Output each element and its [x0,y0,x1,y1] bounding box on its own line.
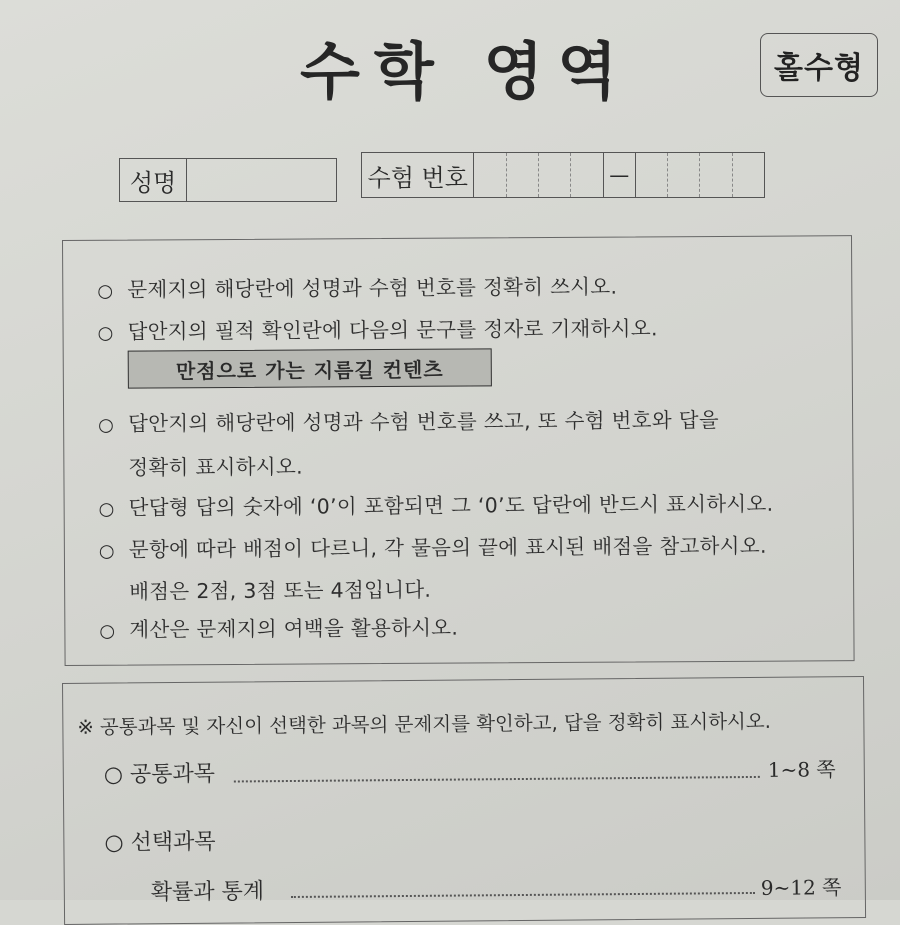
bullet-icon: ○ [97,280,114,302]
subjects-note: ※ 공통과목 및 자신이 선택한 과목의 문제지를 확인하고, 답을 정확히 표시하시오. [77,709,771,739]
elective-subject-item: 확률과 통계 [150,879,265,906]
page-title: 수학 영역 [300,35,632,108]
instructions-box [62,235,855,666]
exam-type-badge: 홀수형 [760,33,878,97]
exam-number-cell [668,153,700,197]
bullet-icon: ○ [98,540,115,562]
exam-number-cell [571,153,603,197]
exam-number-field [361,152,765,198]
exam-number-cell [507,153,539,197]
instruction-continuation: 정확히 표시하시오. [128,454,303,480]
common-subject-label: ○ 공통과목 [103,761,216,788]
common-subject-pages: 1~8 쪽 [767,757,836,782]
subjects-box [62,676,866,925]
instruction-item: ○ 문항에 따라 배점이 다르니, 각 물음의 끝에 표시된 배점을 참고하시오. [98,533,767,562]
bullet-icon: ○ [98,414,115,436]
leader-dots [234,776,760,783]
instruction-continuation: 배점은 2점, 3점 또는 4점입니다. [129,577,432,604]
exam-number-cell [733,153,764,197]
bullet-icon: ○ [97,322,114,344]
bullet-icon: ○ [98,498,115,520]
name-field [119,158,337,202]
bullet-icon: ○ [99,620,116,642]
exam-number-dash: — [604,153,636,197]
exam-number-cell [636,153,668,197]
leader-dots [291,892,755,898]
name-entry-area [187,159,336,201]
instruction-item: ○ 답안지의 필적 확인란에 다음의 문구를 정자로 기재하시오. [97,316,658,344]
handwriting-phrase: 만점으로 가는 지름길 컨텐츠 [128,348,492,388]
instruction-item: ○ 문제지의 해당란에 성명과 수험 번호를 정확히 쓰시오. [97,274,618,302]
instruction-item: ○ 답안지의 해당란에 성명과 수험 번호를 쓰고, 또 수험 번호와 답을 [98,407,720,436]
elective-subject-label: ○ 선택과목 [104,829,216,856]
exam-number-cell [474,153,506,197]
instruction-item: ○ 계산은 문제지의 여백을 활용하시오. [99,615,459,642]
exam-number-cell [539,153,571,197]
exam-number-cell [700,153,732,197]
instruction-item: ○ 단답형 답의 숫자에 ‘0’이 포함되면 그 ‘0’도 답란에 반드시 표시하시오. [98,491,774,520]
exam-number-label: 수험 번호 [362,153,474,197]
elective-subject-pages: 9~12 쪽 [760,875,842,900]
name-label: 성명 [120,159,187,201]
